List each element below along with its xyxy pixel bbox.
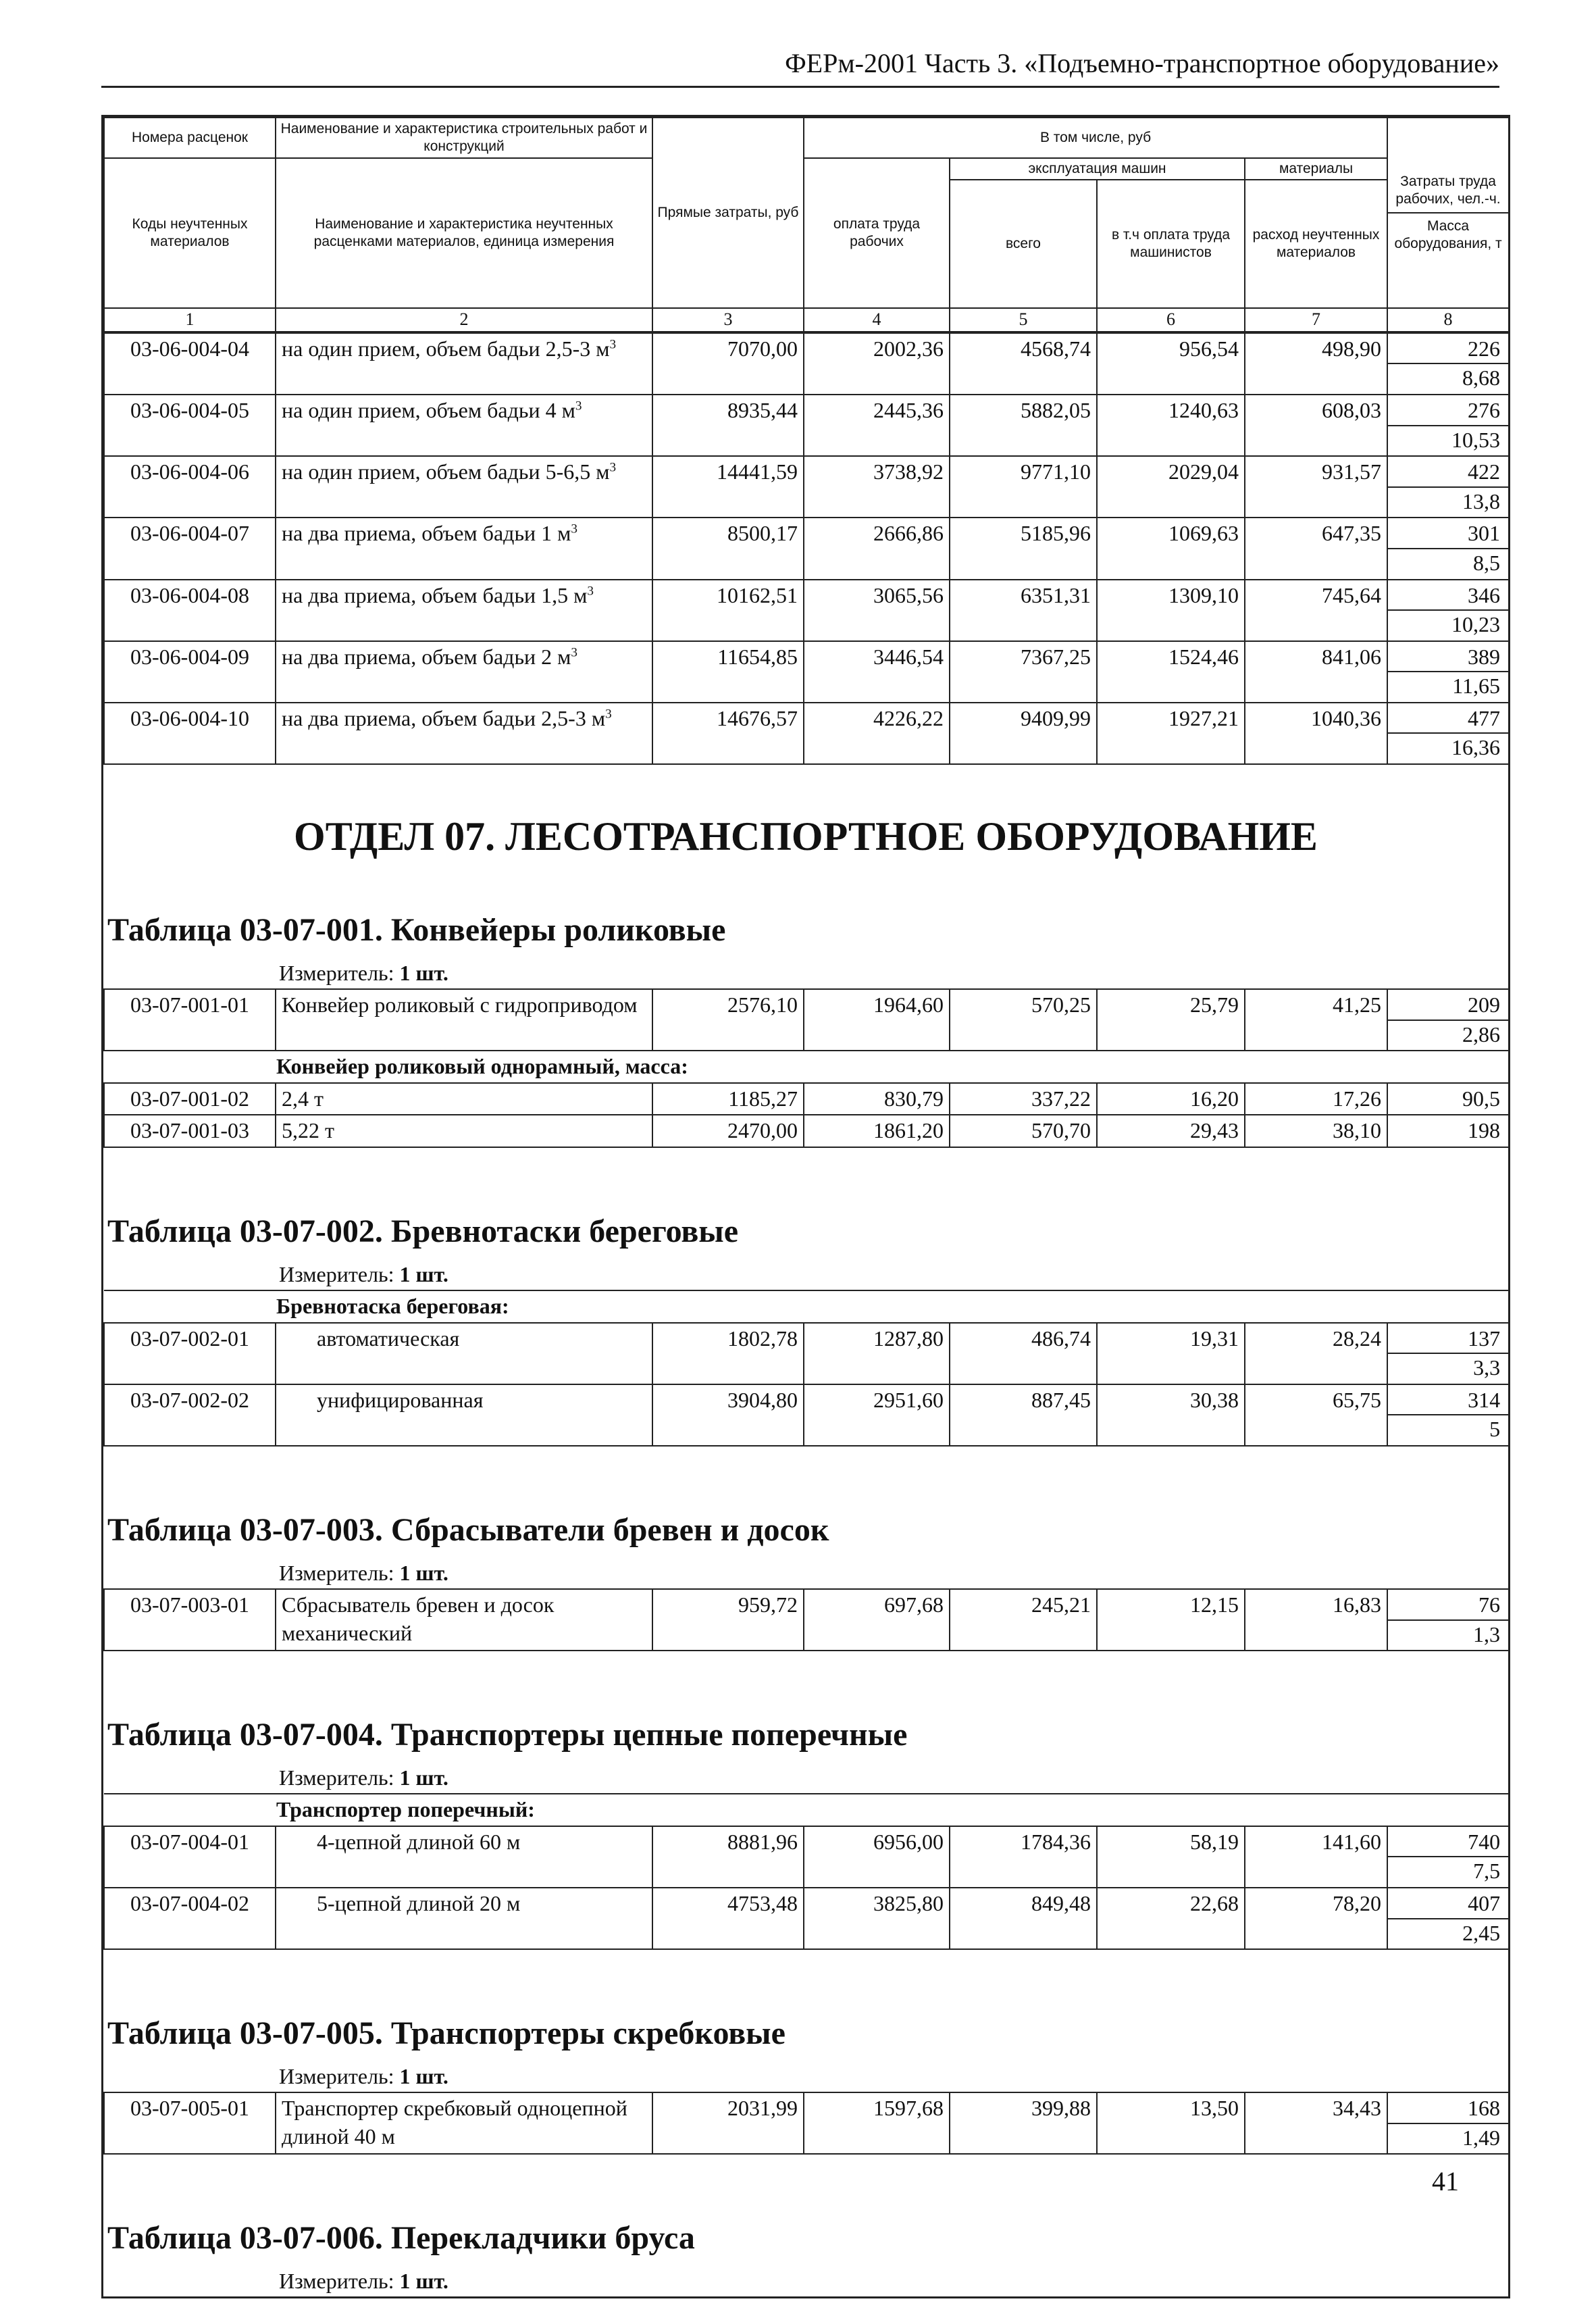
rate-name [276, 395, 652, 456]
table-title: Таблица 03-07-006. Перекладчики бруса [107, 2220, 695, 2257]
rate-name-text: 2,4 т [282, 1086, 324, 1111]
rates-table [103, 988, 1510, 1148]
machine-cost: 399,88 [950, 2092, 1097, 2154]
direct-cost: 11654,85 [652, 641, 804, 703]
table-row [104, 703, 1509, 764]
labor-cost: 1597,68 [804, 2092, 950, 2154]
table-row [104, 989, 1509, 1051]
rates-table [103, 1290, 1510, 1447]
machinist-cost: 2029,04 [1097, 456, 1245, 518]
labor-cost: 6956,00 [804, 1826, 950, 1888]
meter-label: Измеритель: [279, 961, 394, 986]
table-row [104, 641, 1509, 703]
rate-code: 03-06-004-10 [104, 703, 276, 764]
table-title: Таблица 03-07-002. Бревнотаски береговые [107, 1213, 739, 1250]
labor-hours-mass [1387, 703, 1509, 764]
materials-cost: 745,64 [1245, 580, 1387, 641]
machine-cost: 9771,10 [950, 456, 1097, 518]
rate-code: 03-06-004-04 [104, 333, 276, 395]
machine-cost: 4568,74 [950, 333, 1097, 395]
meter-value: 1 шт. [399, 1262, 448, 1287]
rate-name-text: на два приема, объем бадьи 2 м [282, 644, 571, 669]
meter-label: Измеритель: [279, 1561, 394, 1585]
table-title: Таблица 03-07-001. Конвейеры роликовые [107, 912, 726, 949]
group-heading-row [104, 1794, 1509, 1826]
rate-name-text: на один прием, объем бадьи 2,5-3 м [282, 336, 610, 361]
meter-value: 1 шт. [399, 1561, 448, 1585]
unit-superscript: 3 [571, 522, 577, 536]
labor-hours-mass [1387, 641, 1509, 703]
col-2-bottom: Наименование и характеристика неучтенных расценками материалов, единица измерения [276, 158, 652, 308]
labor-cost: 1861,20 [804, 1115, 950, 1147]
col-num: 3 [652, 308, 804, 332]
rate-name [276, 989, 652, 1051]
unit-superscript: 3 [571, 645, 577, 660]
first-rows-body [104, 333, 1509, 764]
labor-cost: 3738,92 [804, 456, 950, 518]
tables-container [103, 891, 1508, 2296]
section-title: ОТДЕЛ 07. ЛЕСОТРАНСПОРТНОЕ ОБОРУДОВАНИЕ [294, 814, 1318, 859]
meter-line [103, 1262, 1508, 1290]
machinist-cost: 956,54 [1097, 333, 1245, 395]
header-rule [101, 86, 1499, 88]
rate-name-text: Конвейер роликовый с гидроприводом [282, 992, 638, 1017]
rate-name-text: на один прием, объем бадьи 4 м [282, 397, 575, 422]
direct-cost: 4753,48 [652, 1888, 804, 1949]
direct-cost: 2576,10 [652, 989, 804, 1051]
table-row [104, 395, 1509, 456]
rate-name [276, 2092, 652, 2154]
labor-hours-mass [1387, 1384, 1509, 1446]
materials-cost: 498,90 [1245, 333, 1387, 395]
table-title: Таблица 03-07-004. Транспортеры цепные поперечные [107, 1717, 908, 1753]
col-2-top: Наименование и характеристика строительных работ и конструкций [276, 118, 652, 158]
table-row [104, 518, 1509, 579]
table-row [104, 580, 1509, 641]
rate-code: 03-07-005-01 [104, 2092, 276, 2154]
labor-cost: 2666,86 [804, 518, 950, 579]
machinist-cost: 29,43 [1097, 1115, 1245, 1147]
col-num: 4 [804, 308, 950, 332]
meter-line [103, 1765, 1508, 1793]
equipment-mass: 11,65 [1452, 674, 1500, 699]
labor-hours: 76 [1388, 1591, 1508, 1621]
machine-cost: 245,21 [950, 1589, 1097, 1651]
materials-cost: 608,03 [1245, 395, 1387, 456]
materials-cost: 65,75 [1245, 1384, 1387, 1446]
rate-name-text: на один прием, объем бадьи 5-6,5 м [282, 459, 610, 484]
labor-hours-mass [1387, 456, 1509, 518]
table-spacer [103, 1950, 1508, 1994]
equipment-mass: 5 [1489, 1417, 1501, 1442]
direct-cost: 7070,00 [652, 333, 804, 395]
meter-line [103, 2064, 1508, 2092]
labor-hours: 137 [1388, 1325, 1508, 1355]
labor-cost: 3065,56 [804, 580, 950, 641]
materials-cost: 1040,36 [1245, 703, 1387, 764]
col-num: 1 [104, 308, 276, 332]
machine-cost: 486,74 [950, 1323, 1097, 1384]
col-num: 5 [950, 308, 1097, 332]
direct-cost: 959,72 [652, 1589, 804, 1651]
meter-label: Измеритель: [279, 1765, 394, 1790]
table-spacer [103, 2155, 1508, 2199]
labor-hours: 276 [1388, 397, 1508, 426]
equipment-mass: 1,49 [1462, 2125, 1500, 2150]
materials-cost: 28,24 [1245, 1323, 1387, 1384]
rate-code: 03-07-003-01 [104, 1589, 276, 1651]
equipment-mass: 3,3 [1473, 1355, 1501, 1380]
col-5: всего [950, 180, 1097, 308]
labor-hours: 422 [1388, 458, 1508, 488]
machinist-cost: 19,31 [1097, 1323, 1245, 1384]
column-header [103, 117, 1510, 332]
rate-name [276, 1888, 652, 1949]
direct-cost: 8881,96 [652, 1826, 804, 1888]
labor-hours: 477 [1388, 705, 1508, 734]
labor-cost: 697,68 [804, 1589, 950, 1651]
machinist-cost: 1927,21 [1097, 703, 1245, 764]
unit-superscript: 3 [605, 707, 612, 722]
machinist-cost: 25,79 [1097, 989, 1245, 1051]
equipment-mass: 10,23 [1451, 612, 1500, 637]
col-num: 6 [1097, 308, 1245, 332]
direct-cost: 1185,27 [652, 1083, 804, 1115]
rate-name [276, 518, 652, 579]
labor-hours: 209 [1388, 991, 1508, 1021]
labor-hours: 407 [1388, 1890, 1508, 1919]
rate-name [276, 1826, 652, 1888]
labor-hours-mass [1387, 1589, 1509, 1651]
labor-cost: 2002,36 [804, 333, 950, 395]
col-num: 7 [1245, 308, 1387, 332]
direct-cost: 2031,99 [652, 2092, 804, 2154]
group-heading-row [104, 1290, 1509, 1323]
table-spacer [103, 1447, 1508, 1491]
rate-name-text: Сбрасыватель бревен и досок механический [282, 1592, 555, 1645]
table-spacer [103, 1148, 1508, 1192]
rate-code: 03-07-004-01 [104, 1826, 276, 1888]
rate-name-text: на два приема, объем бадьи 1,5 м [282, 582, 588, 607]
first-rows-table [103, 332, 1510, 765]
materials-cost: 647,35 [1245, 518, 1387, 579]
machine-cost: 6351,31 [950, 580, 1097, 641]
labor-cost: 2951,60 [804, 1384, 950, 1446]
meter-line [103, 1561, 1508, 1588]
rates-table [103, 2092, 1510, 2155]
machine-cost: 570,25 [950, 989, 1097, 1051]
labor-hours-mass [1387, 395, 1509, 456]
col-materials: материалы [1245, 158, 1387, 180]
table-row [104, 333, 1509, 395]
materials-cost: 16,83 [1245, 1589, 1387, 1651]
labor-hours-mass [1387, 1323, 1509, 1384]
machinist-cost: 1524,46 [1097, 641, 1245, 703]
labor-cost: 4226,22 [804, 703, 950, 764]
unit-superscript: 3 [575, 399, 582, 413]
machinist-cost: 12,15 [1097, 1589, 1245, 1651]
table-row [104, 1888, 1509, 1949]
rates-document [101, 115, 1510, 2298]
materials-cost: 931,57 [1245, 456, 1387, 518]
running-header: ФЕРм-2001 Часть 3. «Подъемно-транспортное оборудование» [785, 48, 1499, 78]
machine-cost: 5185,96 [950, 518, 1097, 579]
labor-cost: 830,79 [804, 1083, 950, 1115]
rate-name-text: 5,22 т [282, 1118, 334, 1143]
machine-cost: 7367,25 [950, 641, 1097, 703]
labor-hours-mass: 90,5 [1387, 1083, 1509, 1115]
table-row [104, 1826, 1509, 1888]
rate-name [276, 641, 652, 703]
machine-cost: 337,22 [950, 1083, 1097, 1115]
labor-cost: 1287,80 [804, 1323, 950, 1384]
group-heading-row [104, 1051, 1509, 1083]
rate-name-text: Транспортер скребковый одноцепной длиной 40 м [282, 2096, 627, 2148]
rate-name [276, 1384, 652, 1446]
group-heading: Транспортер поперечный: [104, 1794, 1509, 1826]
meter-line [103, 2269, 1508, 2296]
rate-code: 03-07-002-01 [104, 1323, 276, 1384]
rate-code: 03-07-001-02 [104, 1083, 276, 1115]
materials-cost: 841,06 [1245, 641, 1387, 703]
table-title: Таблица 03-07-005. Транспортеры скребковые [107, 2015, 786, 2052]
rate-name-text: автоматическая [317, 1326, 460, 1351]
meter-value: 1 шт. [399, 2269, 448, 2294]
equipment-mass: 1,3 [1473, 1621, 1500, 1646]
labor-cost: 1964,60 [804, 989, 950, 1051]
meter-label: Измеритель: [279, 2269, 394, 2294]
rate-name [276, 456, 652, 518]
rates-table [103, 1793, 1510, 1950]
group-heading: Бревнотаска береговая: [104, 1290, 1509, 1323]
meter-label: Измеритель: [279, 2064, 394, 2089]
col-num: 8 [1387, 308, 1509, 332]
materials-cost: 38,10 [1245, 1115, 1387, 1147]
rate-code: 03-07-004-02 [104, 1888, 276, 1949]
machinist-cost: 1069,63 [1097, 518, 1245, 579]
labor-hours-mass [1387, 580, 1509, 641]
machinist-cost: 16,20 [1097, 1083, 1245, 1115]
labor-hours: 168 [1388, 2094, 1508, 2124]
equipment-mass: 2,45 [1462, 1920, 1501, 1945]
machine-cost: 1784,36 [950, 1826, 1097, 1888]
rate-code: 03-06-004-07 [104, 518, 276, 579]
rate-name-text: на два приема, объем бадьи 1 м [282, 521, 571, 546]
machinist-cost: 58,19 [1097, 1826, 1245, 1888]
materials-cost: 141,60 [1245, 1826, 1387, 1888]
direct-cost: 2470,00 [652, 1115, 804, 1147]
col-1-top: Номера расценок [104, 118, 276, 158]
col-8-bottom: Масса оборудования, т [1394, 218, 1502, 252]
meter-value: 1 шт. [399, 2064, 448, 2089]
col-6: в т.ч оплата труда машинистов [1097, 180, 1245, 308]
rate-name [276, 580, 652, 641]
labor-hours-mass [1387, 333, 1509, 395]
unit-superscript: 3 [609, 460, 617, 475]
meter-line [103, 961, 1508, 988]
rate-code: 03-07-001-03 [104, 1115, 276, 1147]
rate-code: 03-06-004-06 [104, 456, 276, 518]
equipment-mass: 8,68 [1462, 366, 1500, 391]
group-heading: Конвейер роликовый однорамный, масса: [104, 1051, 1509, 1083]
labor-hours-mass [1387, 2092, 1509, 2154]
col-1-bottom: Коды неучтенных материалов [104, 158, 276, 308]
rates-table [103, 1588, 1510, 1651]
equipment-mass: 16,36 [1451, 735, 1500, 760]
equipment-mass: 2,86 [1462, 1022, 1500, 1047]
machinist-cost: 1309,10 [1097, 580, 1245, 641]
direct-cost: 8500,17 [652, 518, 804, 579]
labor-hours-mass [1387, 518, 1509, 579]
machine-cost: 887,45 [950, 1384, 1097, 1446]
machinist-cost: 30,38 [1097, 1384, 1245, 1446]
machinist-cost: 22,68 [1097, 1888, 1245, 1949]
rate-name-text: 5-цепной длиной 20 м [317, 1890, 521, 1915]
labor-hours: 301 [1388, 520, 1508, 549]
meter-value: 1 шт. [399, 961, 448, 986]
labor-hours: 226 [1388, 335, 1508, 365]
rate-name [276, 1323, 652, 1384]
direct-cost: 10162,51 [652, 580, 804, 641]
labor-hours: 346 [1388, 582, 1508, 611]
machinist-cost: 13,50 [1097, 2092, 1245, 2154]
page-number: 41 [1432, 2166, 1459, 2196]
materials-cost: 78,20 [1245, 1888, 1387, 1949]
equipment-mass: 13,8 [1462, 488, 1500, 513]
table-row [104, 1083, 1509, 1115]
col-8-top: Затраты труда рабочих, чел.-ч. [1388, 169, 1508, 214]
rate-code: 03-07-002-02 [104, 1384, 276, 1446]
direct-cost: 14676,57 [652, 703, 804, 764]
unit-superscript: 3 [609, 337, 617, 352]
table-row [104, 2092, 1509, 2154]
rate-name [276, 703, 652, 764]
meter-value: 1 шт. [399, 1765, 448, 1790]
table-row [104, 1115, 1509, 1147]
labor-hours-mass [1387, 1888, 1509, 1949]
materials-cost: 34,43 [1245, 2092, 1387, 2154]
labor-hours: 740 [1388, 1828, 1508, 1858]
machine-cost: 849,48 [950, 1888, 1097, 1949]
rate-name [276, 1589, 652, 1651]
direct-cost: 1802,78 [652, 1323, 804, 1384]
machine-cost: 5882,05 [950, 395, 1097, 456]
unit-superscript: 3 [587, 583, 594, 598]
rate-code: 03-06-004-05 [104, 395, 276, 456]
materials-cost: 17,26 [1245, 1083, 1387, 1115]
labor-hours-mass [1387, 1826, 1509, 1888]
equipment-mass: 8,5 [1473, 550, 1500, 575]
rate-name [276, 333, 652, 395]
col-3: Прямые затраты, руб [652, 118, 804, 308]
rate-code: 03-06-004-09 [104, 641, 276, 703]
labor-hours-mass [1387, 989, 1509, 1051]
materials-cost: 41,25 [1245, 989, 1387, 1051]
col-7: расход неучтенных материалов [1245, 180, 1387, 308]
rate-name [276, 1083, 652, 1115]
meter-label: Измеритель: [279, 1262, 394, 1287]
rate-name-text: 4-цепной длиной 60 м [317, 1829, 521, 1854]
direct-cost: 8935,44 [652, 395, 804, 456]
rate-name [276, 1115, 652, 1147]
labor-cost: 3446,54 [804, 641, 950, 703]
direct-cost: 3904,80 [652, 1384, 804, 1446]
machine-cost: 570,70 [950, 1115, 1097, 1147]
table-row [104, 1589, 1509, 1651]
labor-hours: 389 [1388, 643, 1508, 673]
labor-cost: 3825,80 [804, 1888, 950, 1949]
table-title: Таблица 03-07-003. Сбрасыватели бревен и досок [107, 1512, 829, 1548]
table-row [104, 456, 1509, 518]
rate-name-text: унифицированная [317, 1387, 484, 1412]
col-num: 2 [276, 308, 652, 332]
col-group: В том числе, руб [804, 118, 1387, 158]
direct-cost: 14441,59 [652, 456, 804, 518]
labor-cost: 2445,36 [804, 395, 950, 456]
rate-name-text: на два приема, объем бадьи 2,5-3 м [282, 705, 606, 730]
rate-code: 03-06-004-08 [104, 580, 276, 641]
table-row [104, 1323, 1509, 1384]
labor-hours-mass: 198 [1387, 1115, 1509, 1147]
rate-code: 03-07-001-01 [104, 989, 276, 1051]
col-8 [1387, 118, 1509, 308]
table-spacer [103, 1651, 1508, 1696]
table-row [104, 1384, 1509, 1446]
machinist-cost: 1240,63 [1097, 395, 1245, 456]
machine-cost: 9409,99 [950, 703, 1097, 764]
equipment-mass: 7,5 [1473, 1859, 1501, 1884]
col-4: оплата труда рабочих [804, 158, 950, 308]
equipment-mass: 10,53 [1451, 427, 1500, 452]
col-machines: эксплуатация машин [950, 158, 1245, 180]
labor-hours: 314 [1388, 1386, 1508, 1416]
